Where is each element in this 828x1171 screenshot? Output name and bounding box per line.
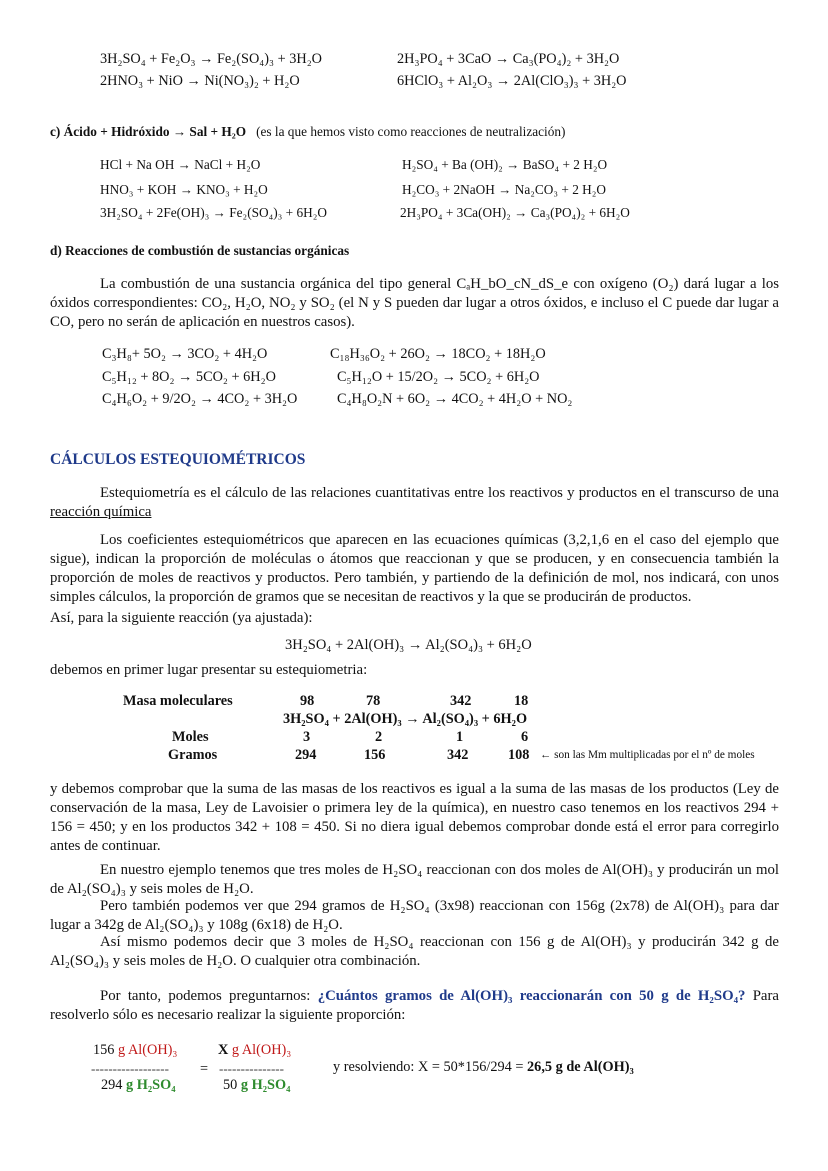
equation: 2H₃PO₄ + 3Ca(OH)₂ → Ca₃(PO₄)₂ + 6H₂O [400, 205, 630, 220]
equation: C₅H₁₂ + 8O₂ → 5CO₂ + 6H₂O [102, 369, 276, 385]
label-gramos: Gramos [168, 747, 218, 763]
link-reaccion-quimica[interactable]: reacción química [50, 504, 152, 520]
gramos-value: 108 [508, 747, 530, 763]
result: 26,5 g de Al(OH)₃ [527, 1059, 634, 1075]
paragraph [50, 484, 779, 522]
paragraph: y debemos comprobar que la suma de las masas de los reactivos es igual a la suma de las masas de los productos (Ley de conservación de la masa, Ley de Lavoisier o primera ley de la química), en nuestro caso tenemos en los reactivos 294 + 156 = 450; y en los productos 342 + 108 = 450. Si no diera igual debemos comprobar donde está el error para corregirlo antes de continuar. [50, 781, 779, 854]
table-note: ← son las Mm multiplicadas por el nº de moles [540, 749, 755, 761]
fraction-2-denominator [223, 1077, 290, 1094]
reaction: 3H₂SO₄ + 2Al(OH)₃ → Al₂(SO₄)₃ + 6H₂O [285, 637, 532, 653]
fraction-bar: --------------- [219, 1061, 284, 1076]
text: Por tanto, podemos preguntarnos: [100, 988, 318, 1004]
equals-sign: = [200, 1061, 209, 1077]
question: ¿Cuántos gramos de Al(OH)₃ reaccionarán con 50 g de H₂SO₄? [317, 988, 746, 1004]
text: Para resolverlo sólo es necesario realizar la siguiente proporción: [50, 988, 779, 1023]
num: 294 [101, 1077, 123, 1093]
equation: 6HClO₃ + Al₂O₃ → 2Al(ClO₃)₃ + 3H₂O [397, 73, 627, 89]
equation: HNO₃ + KOH → KNO₃ + H₂O [100, 182, 268, 197]
num: 156 [93, 1042, 115, 1058]
unit: g Al(OH)₃ [118, 1042, 178, 1058]
gramos-value: 342 [447, 747, 469, 763]
equation: 3H₂SO₄ + Fe₂O₃ → Fe₂(SO₄)₃ + 3H₂O [100, 51, 323, 67]
heading-text: c) Ácido + Hidróxido → Sal + H₂O [50, 124, 247, 139]
gramos-value: 156 [364, 747, 386, 763]
fraction-1-numerator [93, 1042, 177, 1059]
paragraph: Pero también podemos ver que 294 gramos de H₂SO₄ (3x98) reaccionan con 156g (2x78) de Al(OH)₃ para dar lugar a 342g de Al₂(SO₄)₃ y 108g (6x18) de H₂O. [50, 898, 779, 933]
unit: g H₂SO₄ [240, 1077, 291, 1093]
masa-value: 18 [514, 693, 529, 709]
paragraph: Así, para la siguiente reacción (ya ajustada): [50, 610, 313, 626]
equation: H₂CO₃ + 2NaOH → Na₂CO₃ + 2 H₂O [402, 182, 607, 197]
paragraph: La combustión de una sustancia orgánica del tipo general CₐH_bO_cN_dS_e con oxígeno (O₂) dará lugar a los óxidos correspondientes: CO₂, H₂O, NO₂ y SO₂ (el N y S pueden dar lugar a otros óxidos, e incluso el C puede dar lugar a CO, pero no serán de aplicación en nuestros casos). [50, 276, 779, 330]
unit: g Al(OH)₃ [231, 1042, 292, 1058]
equation: C₃H₈+ 5O₂ → 3CO₂ + 4H₂O [102, 346, 268, 362]
masa-value: 342 [450, 693, 472, 709]
paragraph: debemos en primer lugar presentar su estequiometria: [50, 662, 368, 678]
section-title: CÁLCULOS ESTEQUIOMÉTRICOS [50, 451, 306, 468]
table-equation: 3H₂SO₄ + 2Al(OH)₃ → Al₂(SO₄)₃ + 6H₂O [283, 711, 528, 727]
equation: C₄H₆O₂ + 9/2O₂ → 4CO₂ + 3H₂O [102, 391, 298, 407]
moles-value: 1 [456, 729, 464, 745]
solution [333, 1059, 634, 1076]
paragraph [50, 987, 779, 1025]
heading-note: (es la que hemos visto como reacciones de neutralización) [256, 124, 566, 139]
equation: 3H₂SO₄ + 2Fe(OH)₃ → Fe₂(SO₄)₃ + 6H₂O [100, 205, 327, 220]
num: 50 [223, 1077, 238, 1093]
paragraph: Así mismo podemos decir que 3 moles de H₂SO₄ reaccionan con 156 g de Al(OH)₃ y producirán 342 g de Al₂(SO₄)₃ y seis moles de H₂O. O cualquier otra combinación. [50, 934, 779, 969]
fraction-1-denominator [101, 1077, 176, 1094]
moles-value: 3 [303, 729, 311, 745]
fraction-bar: ------------------ [91, 1061, 169, 1076]
equation: C₅H₁₂O + 15/2O₂ → 5CO₂ + 6H₂O [337, 369, 540, 385]
equation: HCl + Na OH → NaCl + H₂O [100, 157, 261, 172]
text: y resolviendo: X = 50*156/294 = [333, 1059, 528, 1075]
label-masa: Masa moleculares [123, 693, 233, 709]
text: Estequiometría es el cálculo de las relaciones cuantitativas entre los reactivos y productos en el transcurso de una [100, 485, 779, 501]
label-moles: Moles [172, 729, 209, 745]
fraction-2-numerator [218, 1042, 291, 1059]
unit: g H₂SO₄ [126, 1077, 176, 1093]
equation: 2HNO₃ + NiO → Ni(NO₃)₂ + H₂O [100, 73, 300, 89]
paragraph: En nuestro ejemplo tenemos que tres moles de H₂SO₄ reaccionan con dos moles de Al(OH)₃ y producirán un mol de Al₂(SO₄)₃ y seis moles de H₂O. [50, 862, 779, 897]
equation: C₁₈H₃₆O₂ + 26O₂ → 18CO₂ + 18H₂O [330, 346, 546, 362]
moles-value: 2 [375, 729, 383, 745]
moles-value: 6 [521, 729, 529, 745]
equation: H₂SO₄ + Ba (OH)₂ → BaSO₄ + 2 H₂O [402, 157, 608, 172]
section-c-heading [50, 124, 565, 140]
x-var: X [218, 1042, 229, 1058]
section-d-heading: d) Reacciones de combustión de sustancias orgánicas [50, 243, 350, 258]
paragraph: Los coeficientes estequiométricos que aparecen en las ecuaciones químicas (3,2,1,6 en el caso del ejemplo que sigue), indican la proporción de moléculas o átomos que reaccionan y que se producen, y en consecuencia también la proporción de moles de reactivos y productos. Pero también, y partiendo de la definición de mol, nos indicará, con unos simples cálculos, la proporción de gramos que se necesitan de reactivos y la que se producirán de productos. [50, 532, 779, 605]
masa-value: 98 [300, 693, 315, 709]
equation: C₄H₈O₂N + 6O₂ → 4CO₂ + 4H₂O + NO₂ [337, 391, 573, 407]
masa-value: 78 [366, 693, 381, 709]
equation: 2H₃PO₄ + 3CaO → Ca₃(PO₄)₂ + 3H₂O [397, 51, 620, 67]
gramos-value: 294 [295, 747, 317, 763]
